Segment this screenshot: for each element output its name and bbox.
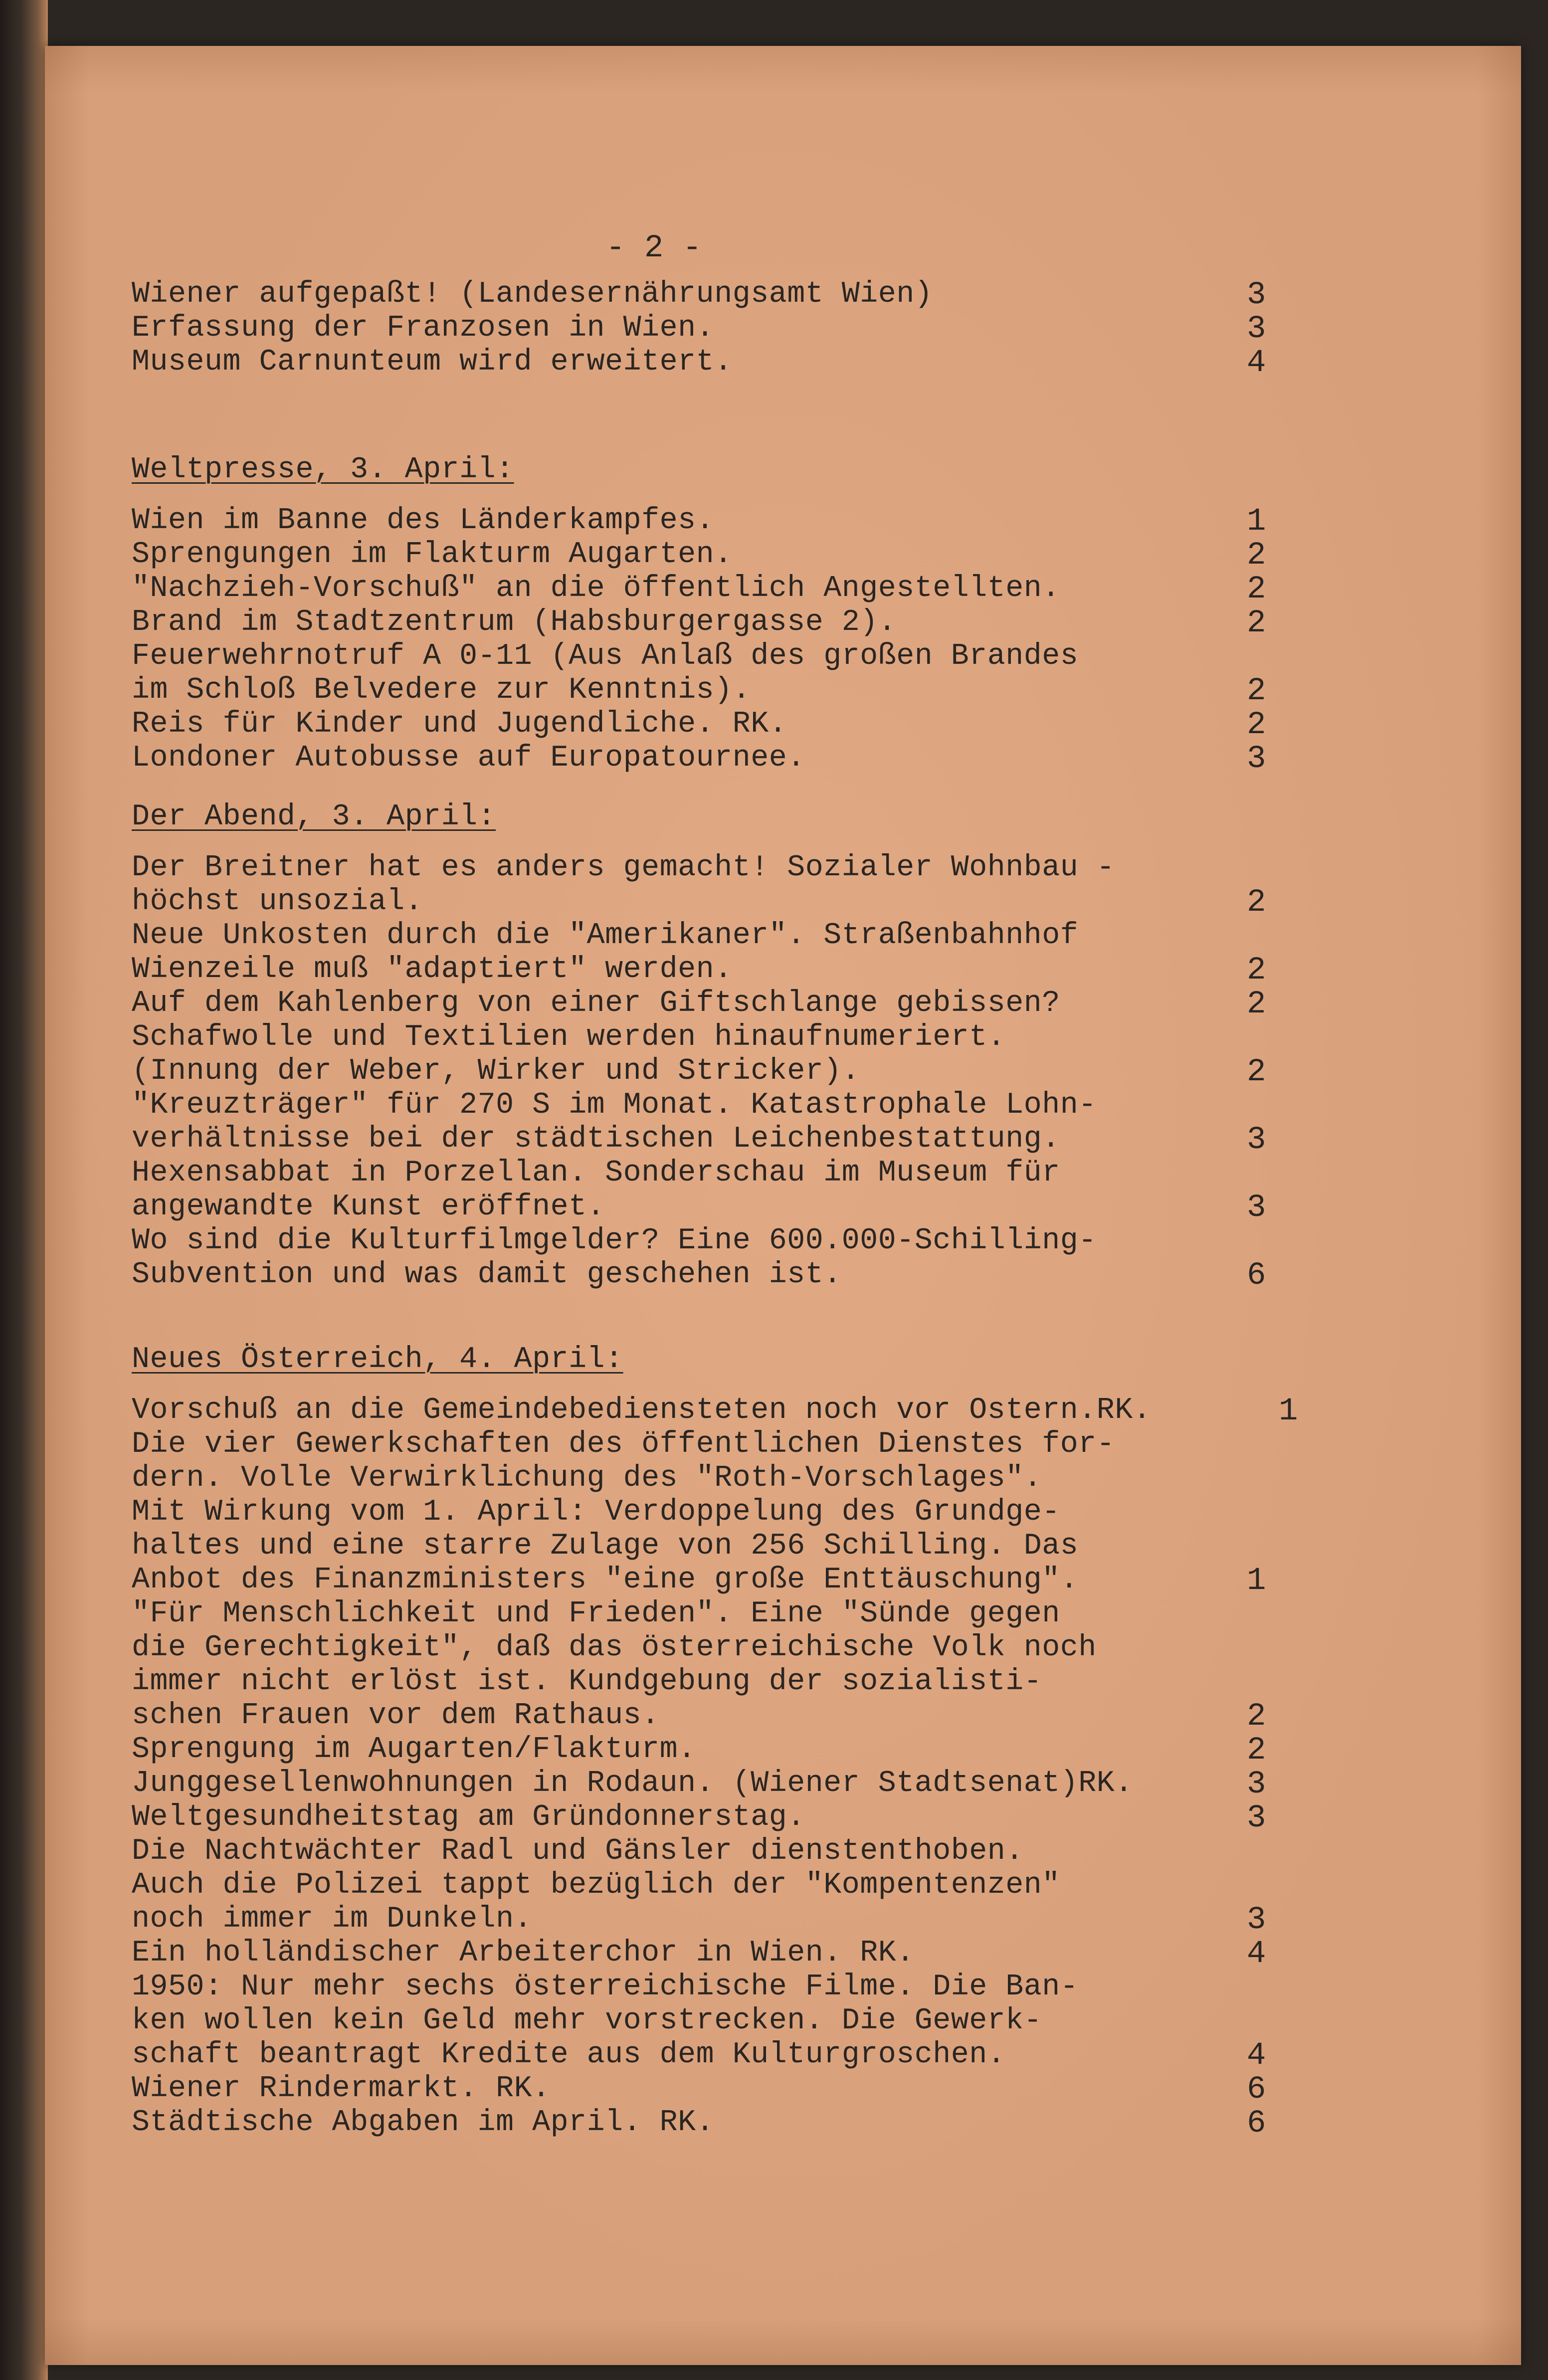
- entry-line: Londoner Autobusse auf Europatournee.: [132, 741, 805, 775]
- entry-line: 1950: Nur mehr sechs österreichische Filme. Die Ban-: [132, 1970, 1079, 2004]
- entry-page-number: 2: [1247, 605, 1266, 641]
- entry-line: Wiener Rindermarkt. RK.: [132, 2072, 551, 2106]
- entry-line: angewandte Kunst eröffnet.: [132, 1190, 605, 1224]
- entry-line: Auch die Polizei tappt bezüglich der "Kompentenzen": [132, 1868, 1060, 1902]
- entry-page-number: 2: [1247, 1054, 1266, 1090]
- entry-line: Mit Wirkung vom 1. April: Verdoppelung des Grundge-: [132, 1495, 1060, 1529]
- entry-page-number: 2: [1247, 1699, 1266, 1735]
- entry-line: dern. Volle Verwirklichung des "Roth-Vorschlages".: [132, 1461, 1042, 1495]
- entry-line: schen Frauen vor dem Rathaus.: [132, 1699, 660, 1733]
- entry-line: "Nachzieh-Vorschuß" an die öffentlich Angestellten.: [132, 572, 1060, 605]
- entry-line: "Für Menschlichkeit und Frieden". Eine "Sünde gegen: [132, 1597, 1060, 1631]
- entry-page-number: 4: [1247, 2038, 1266, 2074]
- entry-page-number: 3: [1247, 277, 1266, 313]
- entry-line: Museum Carnunteum wird erweitert.: [132, 345, 733, 379]
- entry-line: die Gerechtigkeit", daß das österreichische Volk noch: [132, 1631, 1097, 1665]
- entry-page-number: 6: [1247, 1258, 1266, 1294]
- entry-page-number: 2: [1247, 572, 1266, 607]
- entry-line: Die vier Gewerkschaften des öffentlichen Dienstes for-: [132, 1427, 1115, 1461]
- entry-line: Vorschuß an die Gemeindebediensteten noch vor Ostern.RK.: [132, 1393, 1152, 1427]
- entry-line: Junggesellenwohnungen in Rodaun. (Wiener Stadtsenat)RK.: [132, 1767, 1133, 1800]
- entry-page-number: 1: [1247, 1563, 1266, 1599]
- entry-page-number: 3: [1247, 741, 1266, 777]
- entry-page-number: 1: [1279, 1393, 1298, 1429]
- entry-line: höchst unsozial.: [132, 885, 423, 919]
- entry-line: Städtische Abgaben im April. RK.: [132, 2106, 715, 2140]
- entry-line: Wien im Banne des Länderkampfes.: [132, 504, 715, 538]
- entry-page-number: 2: [1247, 953, 1266, 989]
- entry-line: (Innung der Weber, Wirker und Stricker).: [132, 1054, 860, 1088]
- entry-line: Wo sind die Kulturfilmgelder? Eine 600.000-Schilling-: [132, 1224, 1097, 1258]
- entry-line: Neue Unkosten durch die "Amerikaner". Straßenbahnhof: [132, 919, 1079, 953]
- document-page: [45, 46, 1521, 2365]
- entry-line: Hexensabbat in Porzellan. Sonderschau im Museum für: [132, 1156, 1060, 1190]
- entry-line: Erfassung der Franzosen in Wien.: [132, 311, 715, 345]
- entry-line: Sprengung im Augarten/Flakturm.: [132, 1733, 696, 1767]
- entry-line: "Kreuzträger" für 270 S im Monat. Katastrophale Lohn-: [132, 1088, 1097, 1122]
- entry-line: haltes und eine starre Zulage von 256 Schilling. Das: [132, 1529, 1079, 1563]
- entry-line: Subvention und was damit geschehen ist.: [132, 1258, 842, 1292]
- entry-page-number: 4: [1247, 345, 1266, 381]
- section-heading: Der Abend, 3. April:: [132, 800, 496, 834]
- entry-page-number: 2: [1247, 673, 1266, 709]
- entry-line: Sprengungen im Flakturm Augarten.: [132, 538, 733, 572]
- entry-line: Der Breitner hat es anders gemacht! Sozialer Wohnbau -: [132, 851, 1115, 885]
- entry-page-number: 3: [1247, 1767, 1266, 1802]
- entry-page-number: 6: [1247, 2072, 1266, 2108]
- entry-line: Ein holländischer Arbeiterchor in Wien. RK.: [132, 1936, 915, 1970]
- entry-page-number: 2: [1247, 885, 1266, 921]
- entry-page-number: 1: [1247, 504, 1266, 540]
- entry-line: Die Nachtwächter Radl und Gänsler dienstenthoben.: [132, 1834, 1024, 1868]
- entry-line: schaft beantragt Kredite aus dem Kulturgroschen.: [132, 2038, 1006, 2072]
- section-heading: Weltpresse, 3. April:: [132, 453, 514, 487]
- entry-line: Wienzeile muß "adaptiert" werden.: [132, 953, 733, 987]
- entry-page-number: 4: [1247, 1936, 1266, 1972]
- entry-line: Auf dem Kahlenberg von einer Giftschlange gebissen?: [132, 987, 1060, 1020]
- page-number: - 2 -: [606, 230, 702, 266]
- entry-page-number: 2: [1247, 707, 1266, 743]
- entry-line: Wiener aufgepaßt! (Landesernährungsamt Wien): [132, 277, 933, 311]
- entry-page-number: 2: [1247, 987, 1266, 1022]
- entry-line: Weltgesundheitstag am Gründonnerstag.: [132, 1800, 805, 1834]
- entry-page-number: 3: [1247, 1800, 1266, 1836]
- entry-line: Reis für Kinder und Jugendliche. RK.: [132, 707, 787, 741]
- entry-line: immer nicht erlöst ist. Kundgebung der sozialisti-: [132, 1665, 1042, 1699]
- entry-line: verhältnisse bei der städtischen Leichenbestattung.: [132, 1122, 1060, 1156]
- entry-line: Feuerwehrnotruf A 0-11 (Aus Anlaß des großen Brandes: [132, 639, 1079, 673]
- book-binding: [0, 0, 48, 2380]
- entry-line: im Schloß Belvedere zur Kenntnis).: [132, 673, 751, 707]
- entry-line: ken wollen kein Geld mehr vorstrecken. Die Gewerk-: [132, 2004, 1042, 2038]
- entry-line: Anbot des Finanzministers "eine große Enttäuschung".: [132, 1563, 1079, 1597]
- entry-page-number: 3: [1247, 1122, 1266, 1158]
- entry-line: Brand im Stadtzentrum (Habsburgergasse 2).: [132, 605, 897, 639]
- section-heading: Neues Österreich, 4. April:: [132, 1343, 623, 1377]
- entry-page-number: 2: [1247, 538, 1266, 574]
- entry-page-number: 3: [1247, 1190, 1266, 1226]
- entry-line: Schafwolle und Textilien werden hinaufnumeriert.: [132, 1020, 1006, 1054]
- entry-line: noch immer im Dunkeln.: [132, 1902, 533, 1936]
- entry-page-number: 3: [1247, 1902, 1266, 1938]
- entry-page-number: 6: [1247, 2106, 1266, 2142]
- entry-page-number: 2: [1247, 1733, 1266, 1769]
- entry-page-number: 3: [1247, 311, 1266, 347]
